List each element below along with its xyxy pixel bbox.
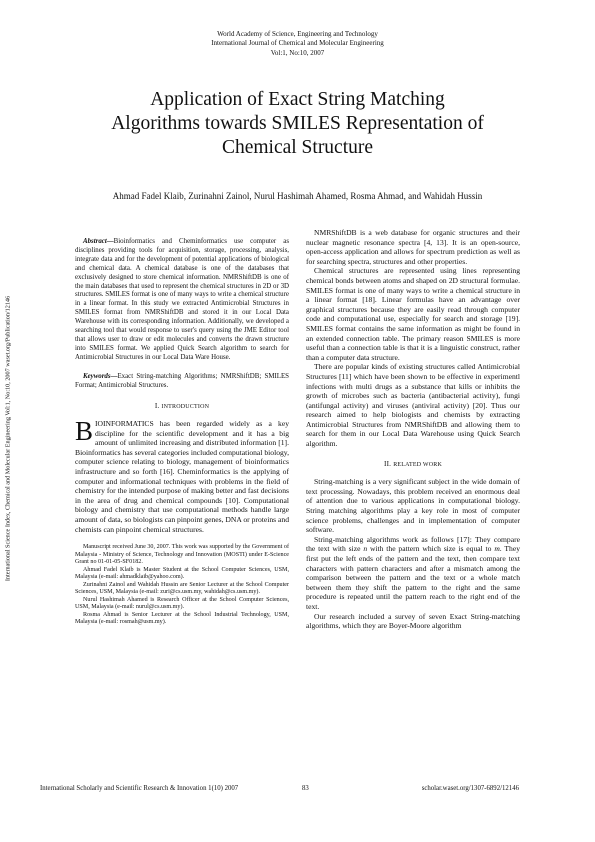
drop-cap: B [75,416,94,447]
footnote-5: Rosma Ahmad is Senior Lecturer at the School Industrial Technology, USM, Malaysia (e-mail: rosmah@usm.my). [75,611,289,626]
title-line-3: Chemical Structure [221,137,374,158]
author-list: Ahmad Fadel Klaib, Zurinahni Zainol, Nurul Hashimah Ahamed, Rosma Ahmad, and Wahidah Hussin [112,191,483,201]
paragraph-nmrshiftdb: NMRShiftDB is a web database for organic structures and their nuclear magnetic resonance spectra [4, 13]. It is an open-source, open-access application and allows for spectrum prediction as well as for searching spectra, structures and other properties. [306,228,520,266]
keywords-text: Exact String-matching Algorithms; NMRShiftDB; SMILES Format; Antimicrobial Structures. [75,372,289,389]
paragraph-antimicrobial: There are popular kinds of existing structures called Antimicrobial Structures [11] which have been shown to be effective in experimentl infections with multi drugs as a substance that kills or inhibits the growth of microbes such as bacteria (antibacterial activity), fungi (antifungal activity) and viruses (antiviral activity) [20]. Thus our research aimed to help biologists and chemists by extracting Antimicrobial Structures from NMRShiftDB and allowing them to search for them in our Local Data Warehouse using Quick Search algorithm. [306,362,520,449]
left-column [75,238,289,627]
section-1-number: I. [154,401,160,410]
footnote-2: Ahmad Fadel Klaib is Master Student at the School Computer Sciences, USM, Malaysia (e-mail: ahmadklaib@yahoo.com). [75,566,289,581]
journal-header [0,30,595,58]
section-heading-related-work [306,460,520,471]
footnote-4: Nurul Hashimah Ahamed is Research Officer at the School Computer Sciences, USM, Malaysia (e-mail: nurul@cs.usm.my). [75,596,289,611]
abstract: Abstract—Bioinformatics and Cheminformatics use computer as disciplines providing tools for acquisition, storage, processing, analysis, integrate data and for the development of potential applications of biological and chemical data. A chemical database is one of the databases that exclusively designed to store chemical information. NMRShiftDB is one of the main databases that used to represent the chemical structures in 2D or 3D structures. SMILES format is one of many ways to write a chemical structure in a linear format. In this study we extracted Antimicrobial Structures in SMILES format from NMRShiftDB and stored it in our Local Data Warehouse with its corresponding information. Additionally, we developed a searching tool that would response to user's query using the JME Editor tool that allows user to draw or edit molecules and converts the drawn structure into SMILES format. We applied Quick Search algorithm to search for Antimicrobial Structures in our Local Data Ware House. [75,238,289,361]
side-index-text: International Science Index, Chemical and Molecular Engineering Vol:1, No:10, 2007 waset.org/Publication/12146 [4,295,12,582]
section-2-number: II. [384,459,392,468]
footnotes [75,544,289,627]
algo-text-a: String-matching algorithms work as follows [17]: They compare the text with size [306,534,520,554]
paragraph-survey: Our research included a survey of seven Exact String-matching algorithms, which they are Boyer-Moore algorithm [306,611,520,631]
right-column [306,228,520,631]
header-line-1: World Academy of Science, Engineering and Technology [217,30,378,38]
footer-url[interactable]: scholar.waset.org/1307-6892/12146 [421,785,519,792]
header-line-2: International Journal of Chemical and Molecular Engineering [211,39,384,48]
title-line-1: Application of Exact String Matching [150,89,445,110]
section-1-title: INTRODUCTION [161,403,210,410]
section-heading-introduction [75,402,289,413]
paragraph-algorithm-steps [306,535,520,612]
algo-text-b: with the pattern which size is equal to [367,544,495,554]
header-line-3: Vol:1, No:10, 2007 [270,48,325,57]
algo-text-c: . They first put the left ends of the pattern and the text, then compare text characters with pattern characters and after a mismatch among the comparison between the pattern and the text or a whole match between them they shift the pattern to the right and the same procedure is repeated until the pattern reach to the right end of the text. [306,544,520,611]
paragraph-chemical-structures: Chemical structures are represented using lines representing chemical bonds between atoms and shaped on 2D structural formulae. SMILES format is one of many ways to write a chemical structure in a linear format [18]. Linear formulas have an advantage over graphical structures because they are easily read through computer code and computational use, especially for search and storage [19]. SMILES format contains the same information as might be found in an extended connection table. The primary reason SMILES is more useful than a connection table is that it is a linguistic construct, rather than a computer data structure. [306,266,520,362]
paper-title [60,88,535,160]
var-m: m [494,544,500,554]
intro-paragraph [75,416,289,534]
keywords: Keywords—Exact String-matching Algorithms; NMRShiftDB; SMILES Format; Antimicrobial Structures. [75,372,289,389]
title-line-2: Algorithms towards SMILES Representation of [111,113,484,134]
abstract-label: Abstract [83,238,107,245]
footer-journal: International Scholarly and Scientific Research & Innovation 1(10) 2007 [40,785,239,792]
footnote-1: Manuscript received June 30, 2007. This work was supported by the Government of Malaysia - Ministry of Science, Technology and Innovation (MOSTI) under E-Science Grant no 01-01-05-SF0182. [75,544,289,566]
keywords-label: Keywords [83,372,111,380]
paragraph-string-matching: String-matching is a very significant subject in the wide domain of text processing. Nowadays, this problem received an enormous deal of attention due to various applications in computational biology. String matching algorithms play a key role in most of computer science problems, challenges and in implementation of computer software. [306,477,520,535]
abstract-text: Bioinformatics and Cheminformatics use computer as disciplines providing tools for acquisition, storage, processing, analysis, integrate data and for the development of potential applications of biological and chemical data. A chemical database is one of the databases that exclusively designed to store chemical information. NMRShiftDB is one of the main databases that used to represent the chemical structures in 2D or 3D structures. SMILES format is one of many ways to write a chemical structure in a linear format. In this study we extracted Antimicrobial Structures in SMILES format from NMRShiftDB and stored it in our Local Data Warehouse with its corresponding information. Additionally, we developed a searching tool that would response to user's query using the JME Editor tool that allows user to draw or edit molecules and converts the drawn structure into SMILES format. We applied Quick Search algorithm to search for Antimicrobial Structures in our Local Data Ware House. [75,238,289,361]
var-n: n [363,544,368,554]
footnote-3: Zurinahni Zainol and Wahidah Hussin are Senior Lecturer at the School Computer Sciences, USM, Malaysia (e-mail: zuri@cs.usm.my, wahidah@cs.usm.my). [75,581,289,596]
intro-text: IOINFORMATICS has been regarded widely as a key discipline for the scientific development and it has a big amount of unlimited increasing and distributed information [1]. Bioinformatics has several categories included computational biology, computer science relating to biology, management of bioinformatics infrastructure and so forth [16]. Cheminformatics is the applying of computer and informational techniques with problems in the field of chemistry for the intended purpose of making better and fast decisions in the area of drug and chemical compounds [10]. Computational biology and chemistry that use computational methods handle large amount of data, so biologists can pinpoint genes, DNA or proteins and chemists can pinpoint chemical structures. [75,419,289,534]
page-number: 83 [302,785,309,792]
section-2-title: RELATED WORK [393,461,442,468]
